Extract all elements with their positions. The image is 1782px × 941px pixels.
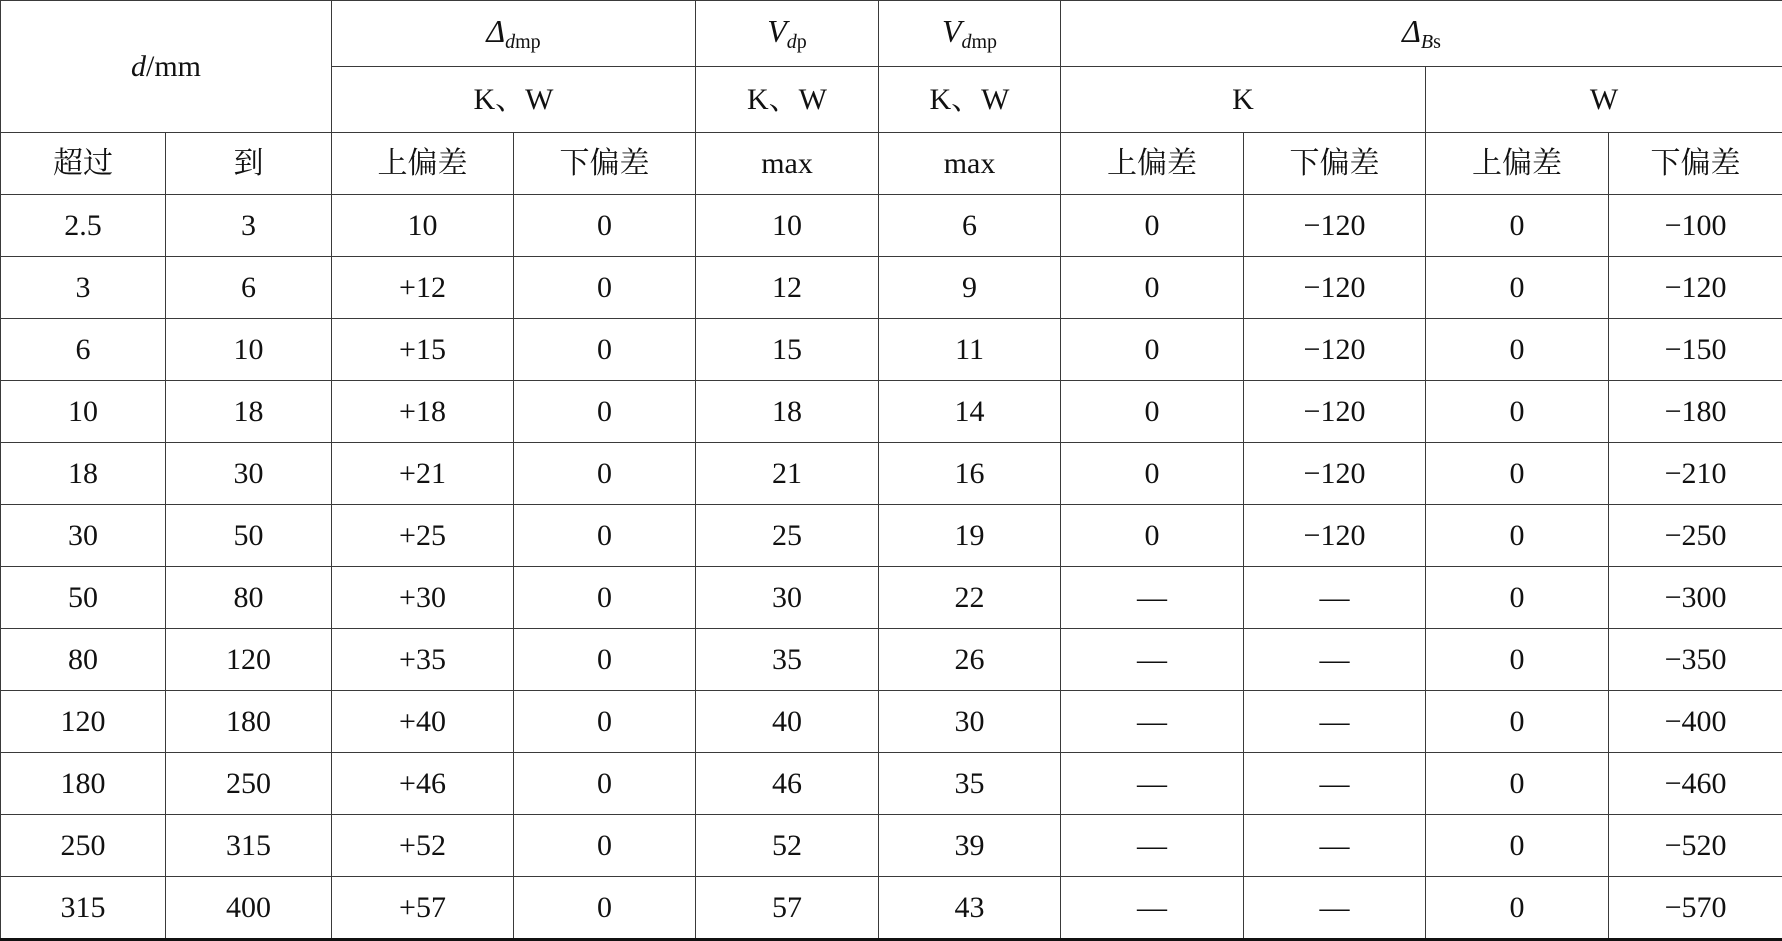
table-cell: 6 bbox=[879, 195, 1061, 257]
table-cell: 0 bbox=[514, 195, 696, 257]
table-cell: +40 bbox=[332, 691, 514, 753]
table-cell: +30 bbox=[332, 567, 514, 629]
table-cell: 12 bbox=[696, 257, 879, 319]
table-cell: −460 bbox=[1609, 753, 1782, 815]
table-row bbox=[1, 753, 1782, 815]
table-cell: 0 bbox=[1426, 257, 1609, 319]
table-cell: 0 bbox=[1426, 443, 1609, 505]
table-row bbox=[1, 319, 1782, 381]
table-cell: — bbox=[1061, 753, 1244, 815]
header-upper-dev: 上偏差 bbox=[332, 133, 514, 195]
table-cell: 0 bbox=[1061, 505, 1244, 567]
table-cell: 19 bbox=[879, 505, 1061, 567]
table-cell: 9 bbox=[879, 257, 1061, 319]
table-cell: 30 bbox=[696, 567, 879, 629]
table-cell: 0 bbox=[514, 381, 696, 443]
table-cell: −100 bbox=[1609, 195, 1782, 257]
table-cell: 0 bbox=[1426, 195, 1609, 257]
table-cell: 0 bbox=[1426, 381, 1609, 443]
table-row bbox=[1, 815, 1782, 877]
table-cell: 10 bbox=[696, 195, 879, 257]
table-cell: 39 bbox=[879, 815, 1061, 877]
table-cell: — bbox=[1244, 877, 1426, 940]
header-w-lower-dev: 下偏差 bbox=[1609, 133, 1782, 195]
header-v-dp: $V_{dp}$ bbox=[696, 1, 879, 67]
table-cell: 0 bbox=[514, 443, 696, 505]
table-cell: +46 bbox=[332, 753, 514, 815]
table-cell: — bbox=[1244, 567, 1426, 629]
table-cell: 120 bbox=[166, 629, 332, 691]
table-cell: +52 bbox=[332, 815, 514, 877]
table-cell: 43 bbox=[879, 877, 1061, 940]
table-cell: 0 bbox=[514, 753, 696, 815]
header-max: max bbox=[696, 133, 879, 195]
table-cell: 22 bbox=[879, 567, 1061, 629]
table-cell: 10 bbox=[166, 319, 332, 381]
table-cell: 16 bbox=[879, 443, 1061, 505]
table-cell: −120 bbox=[1244, 381, 1426, 443]
table-cell: 6 bbox=[166, 257, 332, 319]
table-cell: 400 bbox=[166, 877, 332, 940]
table-cell: −120 bbox=[1244, 505, 1426, 567]
header-k-lower-dev: 下偏差 bbox=[1244, 133, 1426, 195]
table-row bbox=[1, 877, 1782, 940]
table-cell: — bbox=[1061, 629, 1244, 691]
table-cell: −520 bbox=[1609, 815, 1782, 877]
table-cell: +12 bbox=[332, 257, 514, 319]
table-cell: 18 bbox=[1, 443, 166, 505]
table-cell: 11 bbox=[879, 319, 1061, 381]
table-cell: 30 bbox=[879, 691, 1061, 753]
header-over: 超过 bbox=[1, 133, 166, 195]
table-cell: — bbox=[1244, 691, 1426, 753]
table-cell: 40 bbox=[696, 691, 879, 753]
table-cell: 0 bbox=[1061, 257, 1244, 319]
table-cell: 0 bbox=[1426, 753, 1609, 815]
table-cell: 0 bbox=[514, 319, 696, 381]
table-cell: −400 bbox=[1609, 691, 1782, 753]
header-delta-dmp: $\Delta_{dmp}$ bbox=[332, 1, 696, 67]
table-cell: 14 bbox=[879, 381, 1061, 443]
table-cell: 18 bbox=[696, 381, 879, 443]
header-v-dmp: $V_{dmp}$ bbox=[879, 1, 1061, 67]
header-to: 到 bbox=[166, 133, 332, 195]
table-cell: 0 bbox=[514, 505, 696, 567]
table-cell: 2.5 bbox=[1, 195, 166, 257]
table-cell: 0 bbox=[514, 691, 696, 753]
table-cell: — bbox=[1244, 753, 1426, 815]
header-d-mm: d/mm bbox=[1, 1, 332, 133]
table-cell: 21 bbox=[696, 443, 879, 505]
table-cell: 0 bbox=[514, 567, 696, 629]
table-cell: 315 bbox=[166, 815, 332, 877]
table-cell: −180 bbox=[1609, 381, 1782, 443]
table-cell: — bbox=[1061, 567, 1244, 629]
table-cell: — bbox=[1244, 629, 1426, 691]
table-cell: 180 bbox=[1, 753, 166, 815]
table-cell: +21 bbox=[332, 443, 514, 505]
table-cell: 3 bbox=[1, 257, 166, 319]
table-cell: 0 bbox=[1426, 691, 1609, 753]
table-cell: 0 bbox=[1426, 629, 1609, 691]
table-cell: 0 bbox=[514, 877, 696, 940]
header-max: max bbox=[879, 133, 1061, 195]
table-cell: −250 bbox=[1609, 505, 1782, 567]
table-cell: 250 bbox=[1, 815, 166, 877]
table-cell: — bbox=[1061, 815, 1244, 877]
table-row bbox=[1, 381, 1782, 443]
header-k: K bbox=[1061, 67, 1426, 133]
header-lower-dev: 下偏差 bbox=[514, 133, 696, 195]
table-cell: 0 bbox=[514, 815, 696, 877]
table-cell: 3 bbox=[166, 195, 332, 257]
table-cell: −120 bbox=[1244, 195, 1426, 257]
table-row bbox=[1, 629, 1782, 691]
table-cell: 30 bbox=[166, 443, 332, 505]
table-cell: +25 bbox=[332, 505, 514, 567]
table-cell: −570 bbox=[1609, 877, 1782, 940]
table-row bbox=[1, 567, 1782, 629]
header-kw-v-dmp: K、W bbox=[879, 67, 1061, 133]
table-cell: −150 bbox=[1609, 319, 1782, 381]
table-cell: 35 bbox=[879, 753, 1061, 815]
table-cell: 52 bbox=[696, 815, 879, 877]
table-cell: −350 bbox=[1609, 629, 1782, 691]
table-cell: 0 bbox=[1426, 505, 1609, 567]
table-cell: 0 bbox=[1426, 877, 1609, 940]
table-cell: 57 bbox=[696, 877, 879, 940]
table-cell: — bbox=[1244, 815, 1426, 877]
table-cell: 120 bbox=[1, 691, 166, 753]
table-cell: −120 bbox=[1244, 319, 1426, 381]
table-cell: 80 bbox=[1, 629, 166, 691]
table-cell: 10 bbox=[332, 195, 514, 257]
table-cell: 18 bbox=[166, 381, 332, 443]
table-cell: 315 bbox=[1, 877, 166, 940]
table-row bbox=[1, 505, 1782, 567]
header-w-upper-dev: 上偏差 bbox=[1426, 133, 1609, 195]
header-kw-delta-dmp: K、W bbox=[332, 67, 696, 133]
table-row bbox=[1, 195, 1782, 257]
table-cell: +18 bbox=[332, 381, 514, 443]
header-kw-v-dp: K、W bbox=[696, 67, 879, 133]
table-cell: −300 bbox=[1609, 567, 1782, 629]
header-row-3 bbox=[1, 133, 1782, 195]
header-k-upper-dev: 上偏差 bbox=[1061, 133, 1244, 195]
table-cell: −120 bbox=[1244, 257, 1426, 319]
table-cell: 0 bbox=[1061, 381, 1244, 443]
table-cell: 10 bbox=[1, 381, 166, 443]
table-cell: 6 bbox=[1, 319, 166, 381]
table-cell: −210 bbox=[1609, 443, 1782, 505]
table-cell: −120 bbox=[1244, 443, 1426, 505]
table-cell: — bbox=[1061, 691, 1244, 753]
table-cell: 0 bbox=[1061, 319, 1244, 381]
table-cell: 46 bbox=[696, 753, 879, 815]
table-body bbox=[1, 195, 1782, 940]
table-cell: 0 bbox=[1061, 443, 1244, 505]
table-row bbox=[1, 257, 1782, 319]
table-cell: 0 bbox=[1061, 195, 1244, 257]
table-cell: 0 bbox=[514, 629, 696, 691]
table-cell: 180 bbox=[166, 691, 332, 753]
table-cell: 30 bbox=[1, 505, 166, 567]
header-w: W bbox=[1426, 67, 1782, 133]
table-cell: 0 bbox=[514, 257, 696, 319]
table-cell: +57 bbox=[332, 877, 514, 940]
table-row bbox=[1, 691, 1782, 753]
table-cell: 80 bbox=[166, 567, 332, 629]
table-cell: −120 bbox=[1609, 257, 1782, 319]
table-cell: 26 bbox=[879, 629, 1061, 691]
table-cell: 50 bbox=[1, 567, 166, 629]
table-cell: +15 bbox=[332, 319, 514, 381]
table-row bbox=[1, 443, 1782, 505]
table-cell: 50 bbox=[166, 505, 332, 567]
header-row-1 bbox=[1, 1, 1782, 67]
table-cell: 0 bbox=[1426, 567, 1609, 629]
table-cell: 0 bbox=[1426, 815, 1609, 877]
table-cell: 35 bbox=[696, 629, 879, 691]
table-cell: 25 bbox=[696, 505, 879, 567]
table-cell: 15 bbox=[696, 319, 879, 381]
table-cell: +35 bbox=[332, 629, 514, 691]
table-cell: 250 bbox=[166, 753, 332, 815]
table-cell: — bbox=[1061, 877, 1244, 940]
header-delta-bs: $\Delta_{Bs}$ bbox=[1061, 1, 1782, 67]
table-cell: 0 bbox=[1426, 319, 1609, 381]
